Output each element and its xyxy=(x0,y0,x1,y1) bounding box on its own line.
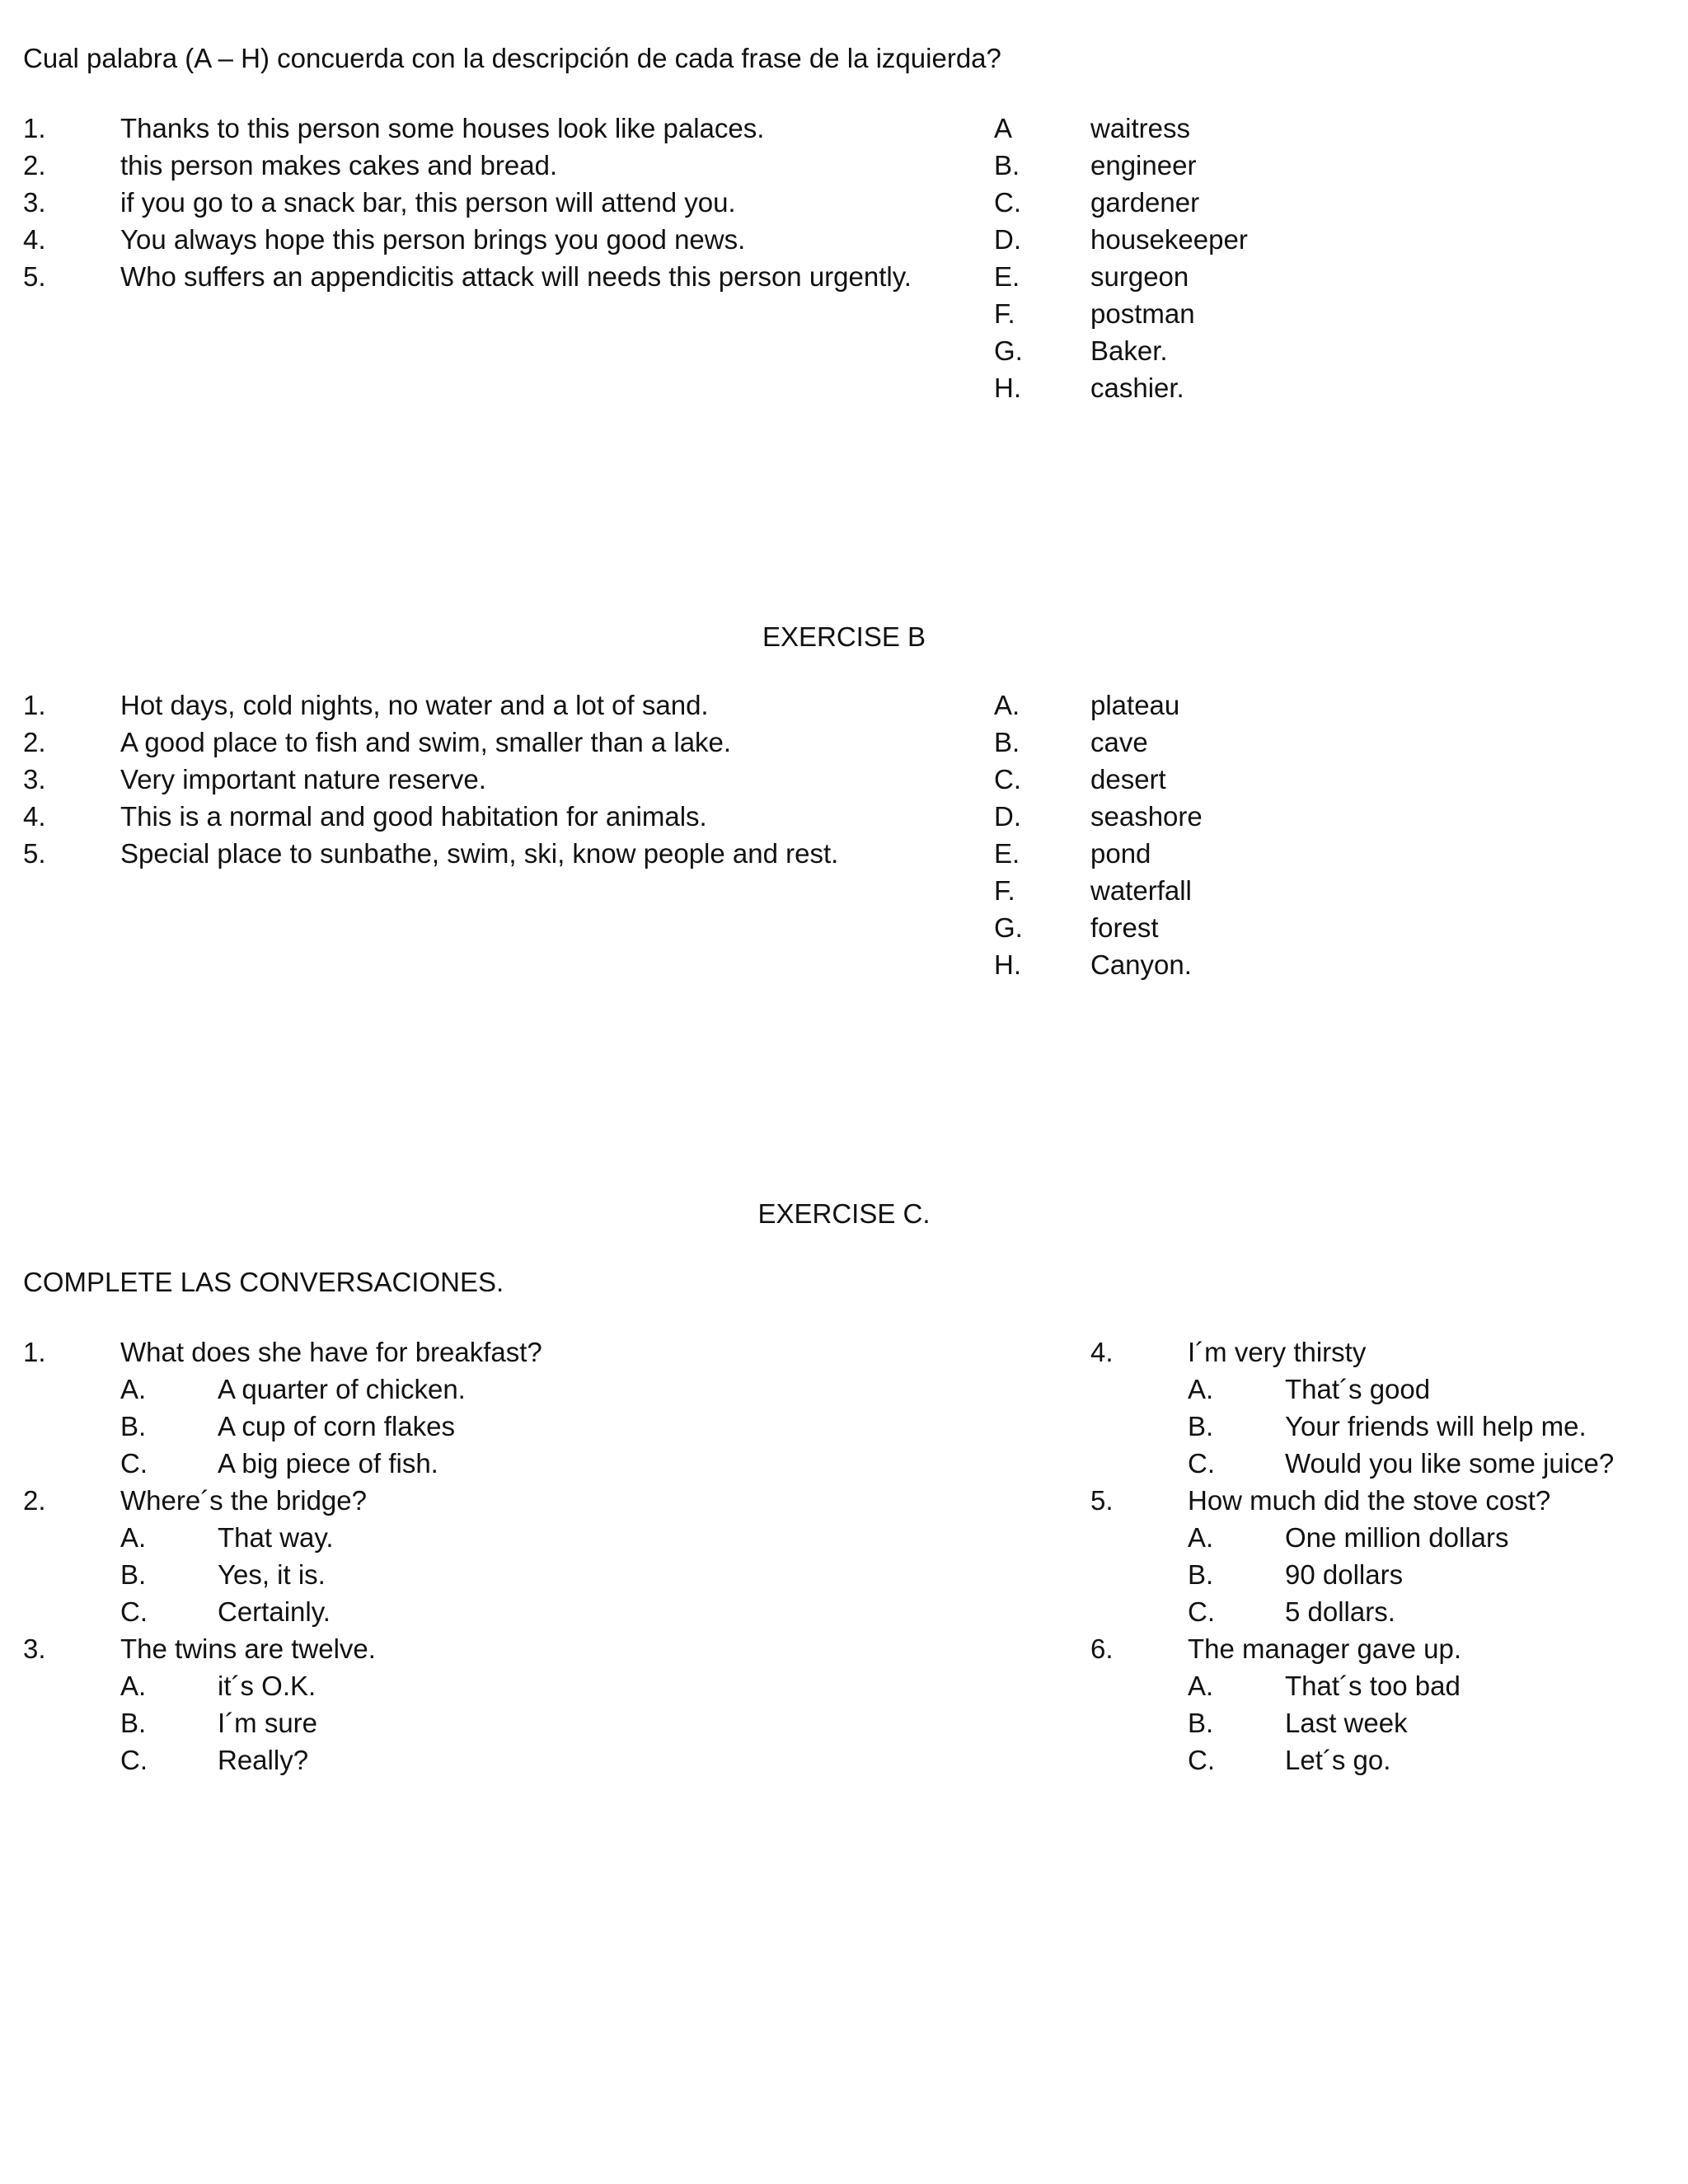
option-letter: E. xyxy=(994,261,1020,292)
answer-letter: B. xyxy=(120,1559,147,1590)
answer-letter: A. xyxy=(1188,1374,1214,1404)
answer-letter: B. xyxy=(1188,1411,1214,1441)
answer-letter: C. xyxy=(1188,1745,1215,1775)
option-letter: F. xyxy=(994,298,1015,329)
answer-letter: C. xyxy=(1188,1596,1215,1627)
answer-letter: B. xyxy=(1188,1708,1214,1738)
answer-letter: C. xyxy=(120,1448,148,1479)
option-word: waterfall xyxy=(1090,875,1192,906)
answer-letter: A. xyxy=(120,1374,147,1404)
answer-text: Let´s go. xyxy=(1285,1745,1391,1775)
question-text: What does she have for breakfast? xyxy=(120,1337,542,1367)
question-number: 1. xyxy=(23,1337,46,1367)
option-letter: B. xyxy=(994,150,1020,180)
option-letter: G. xyxy=(994,335,1023,366)
option-word: waitress xyxy=(1090,113,1191,143)
item-number: 4. xyxy=(23,224,46,255)
item-number: 2. xyxy=(23,150,46,180)
item-number: 2. xyxy=(23,727,46,757)
option-word: surgeon xyxy=(1090,261,1189,292)
question-number: 2. xyxy=(23,1485,46,1516)
option-letter: B. xyxy=(994,727,1020,757)
answer-text: 5 dollars. xyxy=(1285,1596,1395,1627)
exercise-c-title: EXERCISE C. xyxy=(757,1198,931,1229)
option-letter: H. xyxy=(994,949,1021,980)
option-word: forest xyxy=(1090,912,1159,943)
answer-letter: A. xyxy=(1188,1522,1214,1553)
answer-text: A big piece of fish. xyxy=(218,1448,438,1479)
item-text: Very important nature reserve. xyxy=(120,764,486,794)
answer-text: Would you like some juice? xyxy=(1285,1448,1615,1479)
question-number: 4. xyxy=(1090,1337,1114,1367)
answer-letter: B. xyxy=(120,1411,147,1441)
answer-text: A cup of corn flakes xyxy=(218,1411,455,1441)
item-number: 5. xyxy=(23,261,46,292)
answer-letter: C. xyxy=(120,1596,148,1627)
question-text: The twins are twelve. xyxy=(120,1633,376,1664)
question-number: 3. xyxy=(23,1633,46,1664)
option-letter: C. xyxy=(994,187,1021,218)
option-word: desert xyxy=(1090,764,1166,794)
option-letter: C. xyxy=(994,764,1021,794)
answer-letter: A. xyxy=(120,1522,147,1553)
item-text: A good place to fish and swim, smaller than a lake. xyxy=(120,727,732,757)
option-letter: H. xyxy=(994,373,1021,403)
exercise-c-subtitle: COMPLETE LAS CONVERSACIONES. xyxy=(23,1267,504,1297)
option-word: postman xyxy=(1090,298,1195,329)
item-text: if you go to a snack bar, this person will attend you. xyxy=(120,187,736,218)
answer-text: it´s O.K. xyxy=(218,1671,316,1701)
answer-letter: B. xyxy=(1188,1559,1214,1590)
question-text: The manager gave up. xyxy=(1188,1633,1462,1664)
option-word: Baker. xyxy=(1090,335,1168,366)
item-number: 1. xyxy=(23,690,46,720)
answer-letter: C. xyxy=(120,1745,148,1775)
item-text: this person makes cakes and bread. xyxy=(120,150,558,180)
question-text: Where´s the bridge? xyxy=(120,1485,367,1516)
answer-text: That´s good xyxy=(1285,1374,1431,1404)
option-letter: G. xyxy=(994,912,1023,943)
option-letter: A. xyxy=(994,690,1020,720)
answer-text: I´m sure xyxy=(218,1708,318,1738)
answer-text: One million dollars xyxy=(1285,1522,1509,1553)
option-word: cashier. xyxy=(1090,373,1184,403)
option-word: engineer xyxy=(1090,150,1197,180)
item-text: This is a normal and good habitation for animals. xyxy=(120,801,707,832)
option-letter: D. xyxy=(994,801,1021,832)
option-word: housekeeper xyxy=(1090,224,1248,255)
answer-letter: B. xyxy=(120,1708,147,1738)
item-number: 4. xyxy=(23,801,46,832)
instructions-text: Cual palabra (A – H) concuerda con la descripción de cada frase de la izquierda? xyxy=(23,43,1001,73)
item-number: 1. xyxy=(23,113,46,143)
option-letter: A xyxy=(994,113,1013,143)
answer-letter: C. xyxy=(1188,1448,1215,1479)
item-text: Who suffers an appendicitis attack will needs this person urgently. xyxy=(120,261,912,292)
option-word: gardener xyxy=(1090,187,1200,218)
answer-text: Certainly. xyxy=(218,1596,331,1627)
question-text: How much did the stove cost? xyxy=(1188,1485,1551,1516)
option-word: seashore xyxy=(1090,801,1203,832)
option-word: Canyon. xyxy=(1090,949,1192,980)
answer-text: 90 dollars xyxy=(1285,1559,1404,1590)
answer-text: Yes, it is. xyxy=(218,1559,326,1590)
answer-text: A quarter of chicken. xyxy=(218,1374,466,1404)
question-number: 6. xyxy=(1090,1633,1114,1664)
item-number: 5. xyxy=(23,838,46,869)
option-word: pond xyxy=(1090,838,1151,869)
answer-letter: A. xyxy=(120,1671,147,1701)
answer-text: That way. xyxy=(218,1522,334,1553)
item-number: 3. xyxy=(23,764,46,794)
answer-letter: A. xyxy=(1188,1671,1214,1701)
option-word: plateau xyxy=(1090,690,1180,720)
answer-text: That´s too bad xyxy=(1285,1671,1461,1701)
question-text: I´m very thirsty xyxy=(1188,1337,1367,1367)
answer-text: Last week xyxy=(1285,1708,1408,1738)
option-letter: F. xyxy=(994,875,1015,906)
option-letter: D. xyxy=(994,224,1021,255)
option-word: cave xyxy=(1090,727,1148,757)
item-text: You always hope this person brings you good news. xyxy=(120,224,746,255)
question-number: 5. xyxy=(1090,1485,1114,1516)
item-text: Special place to sunbathe, swim, ski, know people and rest. xyxy=(120,838,839,869)
answer-text: Really? xyxy=(218,1745,309,1775)
item-text: Hot days, cold nights, no water and a lot of sand. xyxy=(120,690,709,720)
answer-text: Your friends will help me. xyxy=(1285,1411,1587,1441)
item-number: 3. xyxy=(23,187,46,218)
item-text: Thanks to this person some houses look like palaces. xyxy=(120,113,765,143)
option-letter: E. xyxy=(994,838,1020,869)
exercise-b-title: EXERCISE B xyxy=(762,621,926,652)
